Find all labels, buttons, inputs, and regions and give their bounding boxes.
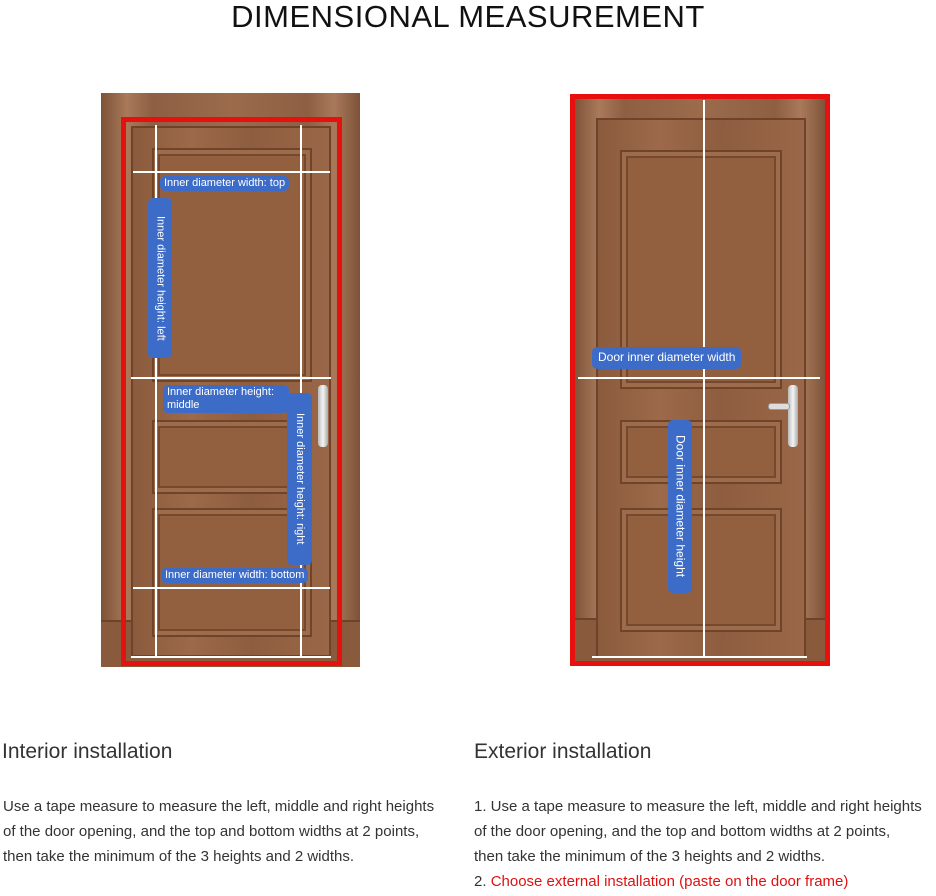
arrow-width — [578, 377, 820, 379]
text-line: Use a tape measure to measure the left, middle and right heights — [3, 798, 435, 815]
label-door-height: Door inner diameter height — [668, 420, 692, 593]
label-height-left: Inner diameter height: left — [148, 198, 172, 358]
exterior-description — [474, 794, 922, 894]
page-title: DIMENSIONAL MEASUREMENT — [231, 0, 705, 34]
label-width-bottom: Inner diameter width: bottom — [161, 568, 308, 583]
arrow-width-bottom — [133, 587, 330, 589]
text-line: of the door opening, and the top and bottom widths at 2 points, — [3, 823, 420, 840]
highlight-note: Choose external installation (paste on the door frame) — [490, 873, 849, 890]
label-height-right: Inner diameter height: right — [287, 393, 312, 565]
arrow-width-top — [133, 171, 330, 173]
label-height-middle: Inner diameter height: middle — [163, 385, 289, 413]
text-line-item-2 — [474, 869, 922, 894]
bottom-line — [131, 656, 331, 658]
arrow-width-middle — [131, 377, 331, 379]
measure-area-outline — [570, 94, 830, 666]
text-line: of the door opening, and the top and bottom widths at 2 points, — [474, 823, 891, 840]
exterior-heading: Exterior installation — [474, 740, 652, 763]
bottom-line — [592, 656, 807, 658]
text-line: then take the minimum of the 3 heights and 2 widths. — [474, 848, 826, 865]
item-number: 2. — [474, 873, 487, 890]
text-line: 1. Use a tape measure to measure the left, middle and right heights — [474, 798, 922, 815]
interior-description — [3, 794, 434, 869]
text-line: then take the minimum of the 3 heights and 2 widths. — [3, 848, 355, 865]
label-door-width: Door inner diameter width — [592, 347, 741, 369]
label-width-top: Inner diameter width: top — [160, 176, 289, 191]
interior-heading: Interior installation — [2, 740, 173, 763]
